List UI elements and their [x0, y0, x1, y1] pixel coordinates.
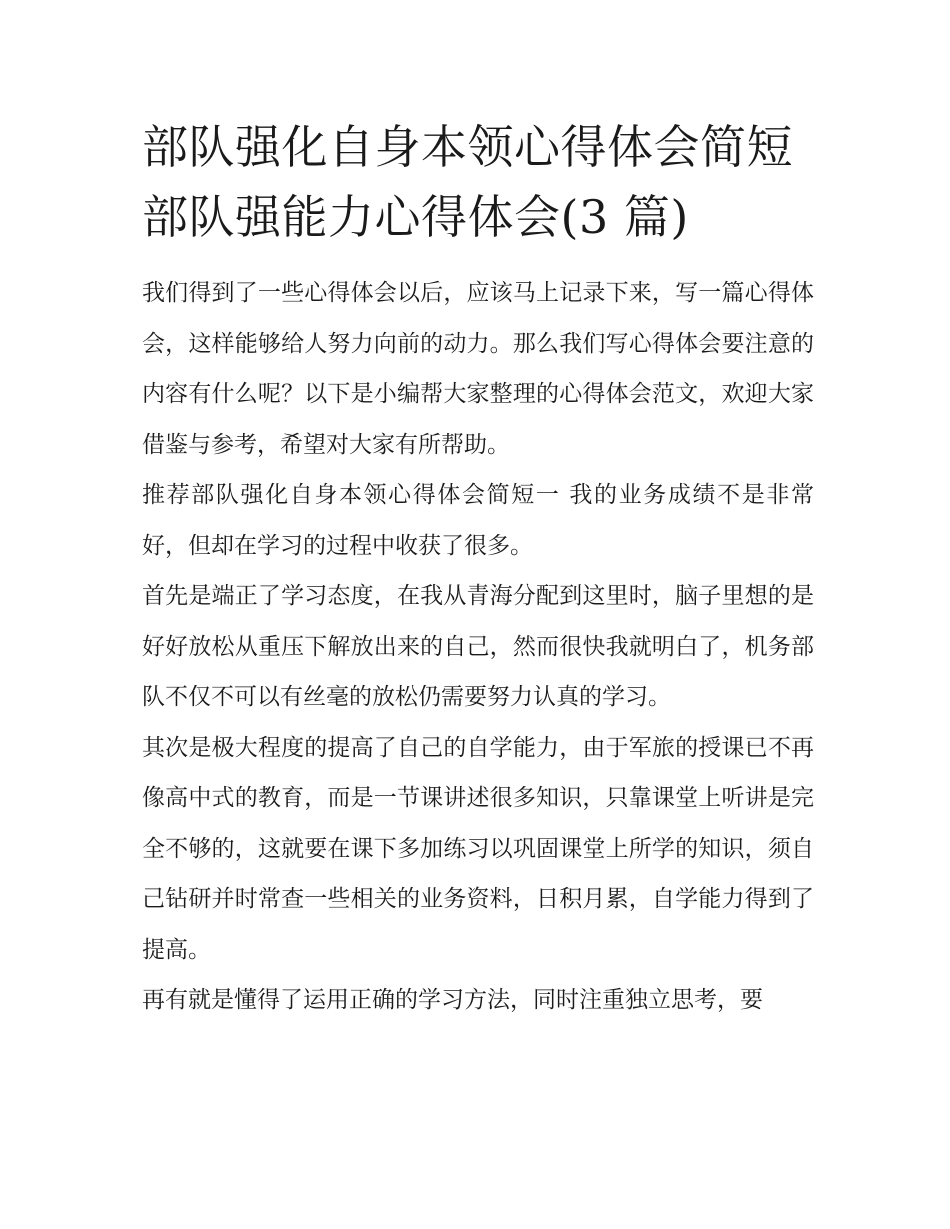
document-title: 部队强化自身本领心得体会简短 部队强能力心得体会(3 篇): [142, 120, 793, 244]
paragraph-intro: 我们得到了一些心得体会以后，应该马上记录下来，写一篇心得体会，这样能够给人努力向前的动力。那么我们写心得体会要注意的内容有什么呢？以下是小编帮大家整理的心得体会范文，欢迎大家借鉴与参考，希望对大家有所帮助。: [142, 280, 814, 458]
paragraph-method: 再有就是懂得了运用正确的学习方法，同时注重独立思考，要: [142, 987, 763, 1013]
document-body: [142, 112, 814, 1026]
paragraph-self-study: 其次是极大程度的提高了自己的自学能力，由于军旅的授课已不再像高中式的教育，而是一节课讲述很多知识，只靠课堂上听讲是完全不够的，这就要在课下多加练习以巩固课堂上所学的知识，须自己钻研并时常查一些相关的业务资料，日积月累，自学能力得到了提高。: [142, 734, 814, 963]
paragraph-attitude: 首先是端正了学习态度，在我从青海分配到这里时，脑子里想的是好好放松从重压下解放出来的自己，然而很快我就明白了，机务部队不仅不可以有丝毫的放松仍需要努力认真的学习。: [142, 583, 814, 710]
paragraph-recommendation: 推荐部队强化自身本领心得体会简短一 我的业务成绩不是非常好，但却在学习的过程中收获了很多。: [142, 482, 814, 559]
